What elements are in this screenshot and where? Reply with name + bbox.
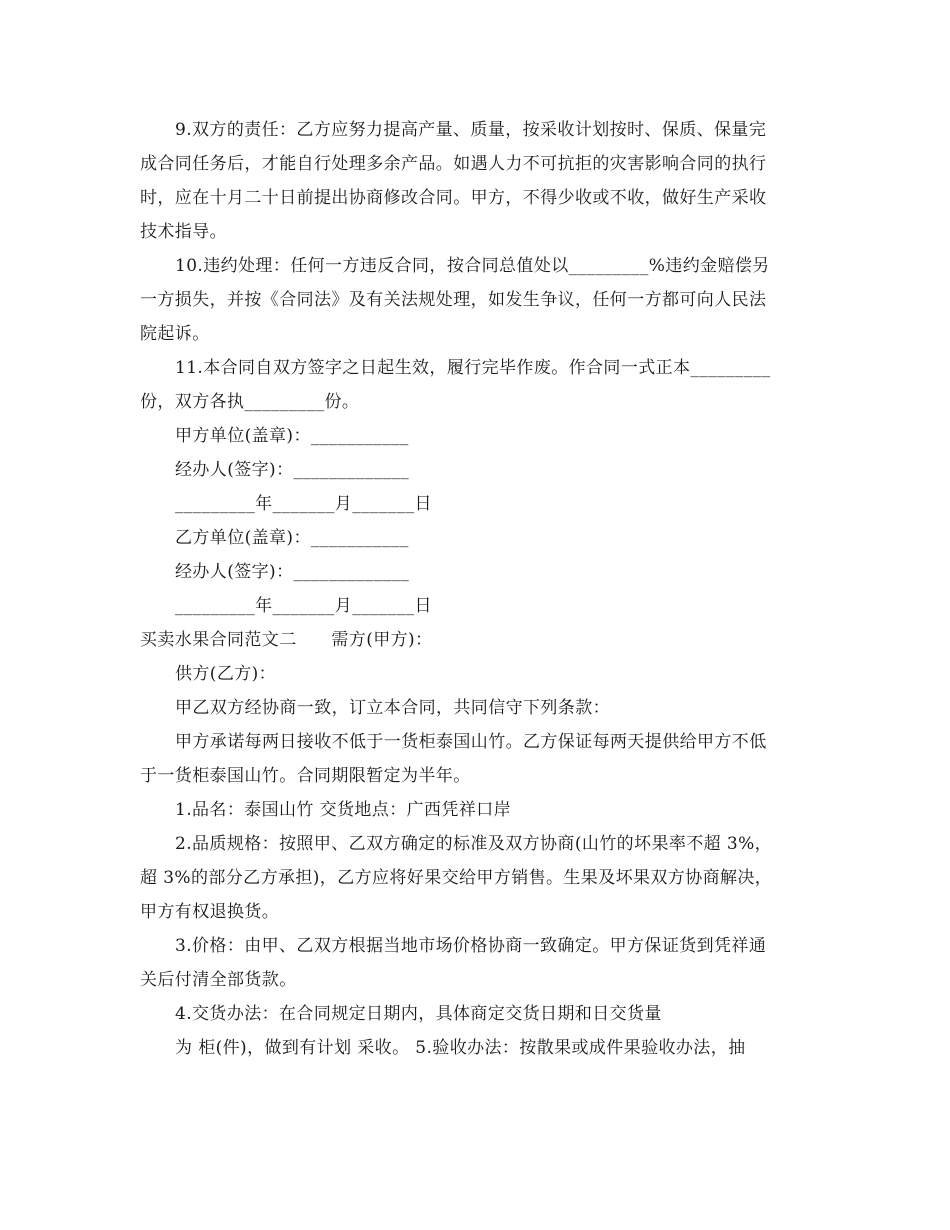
text-line: 甲方承诺每两日接收不低于一货柜泰国山竹。乙方保证每两天提供给甲方不低 [175,732,767,752]
text-line: 关后付清全部货款。 [140,970,297,990]
text-line: 9.双方的责任：乙方应努力提高产量、质量，按采收计划按时、保质、保量完 [175,120,767,140]
text-line: 1.品名：泰国山竹 交货地点：广西凭祥口岸 [175,800,512,820]
text-line: 超 3%的部分乙方承担)，乙方应将好果交给甲方销售。生果及坏果双方协商解决， [140,868,773,888]
text-line: 甲乙双方经协商一致，订立本合同，共同信守下列条款： [175,698,610,718]
text-line: 技术指导。 [140,222,227,242]
text-line: 为 柜(件)，做到有计划 采收。 5.验收办法：按散果或成件果验收办法，抽 [175,1038,746,1058]
text-line: 份，双方各执_________份。 [140,392,360,412]
signature-field: 经办人(签字)：_____________ [175,562,410,582]
text-line: 一方损失，并按《合同法》及有关法规处理，如发生争议，任何一方都可向人民法 [140,290,767,310]
signature-field: 经办人(签字)：_____________ [175,460,410,480]
text-line: 供方(乙方)： [175,664,277,684]
text-line: 于一货柜泰国山竹。合同期限暂定为半年。 [140,766,471,786]
section-heading: 买卖水果合同范文二 需方(甲方)： [140,630,433,650]
signature-field: 乙方单位(盖章)：___________ [175,528,409,548]
date-field: _________年_______月_______日 [175,596,432,616]
text-line: 10.违约处理：任何一方违反合同，按合同总值处以_________%违约金赔偿另 [175,256,770,276]
signature-field: 甲方单位(盖章)：___________ [175,426,409,446]
text-line: 11.本合同自双方签字之日起生效，履行完毕作废。作合同一式正本_________ [175,358,771,378]
text-line: 甲方有权退换货。 [140,902,280,922]
date-field: _________年_______月_______日 [175,494,432,514]
text-line: 4.交货办法：在合同规定日期内，具体商定交货日期和日交货量 [175,1004,662,1024]
text-line: 时，应在十月二十日前提出协商修改合同。甲方，不得少收或不收，做好生产采收 [140,188,767,208]
text-line: 院起诉。 [140,324,210,344]
text-line: 2.品质规格：按照甲、乙双方确定的标准及双方协商(山竹的坏果率不超 3%， [175,834,773,854]
text-line: 成合同任务后，才能自行处理多余产品。如遇人力不可抗拒的灾害影响合同的执行 [140,154,767,174]
text-line: 3.价格：由甲、乙双方根据当地市场价格协商一致确定。甲方保证货到凭祥通 [175,936,767,956]
